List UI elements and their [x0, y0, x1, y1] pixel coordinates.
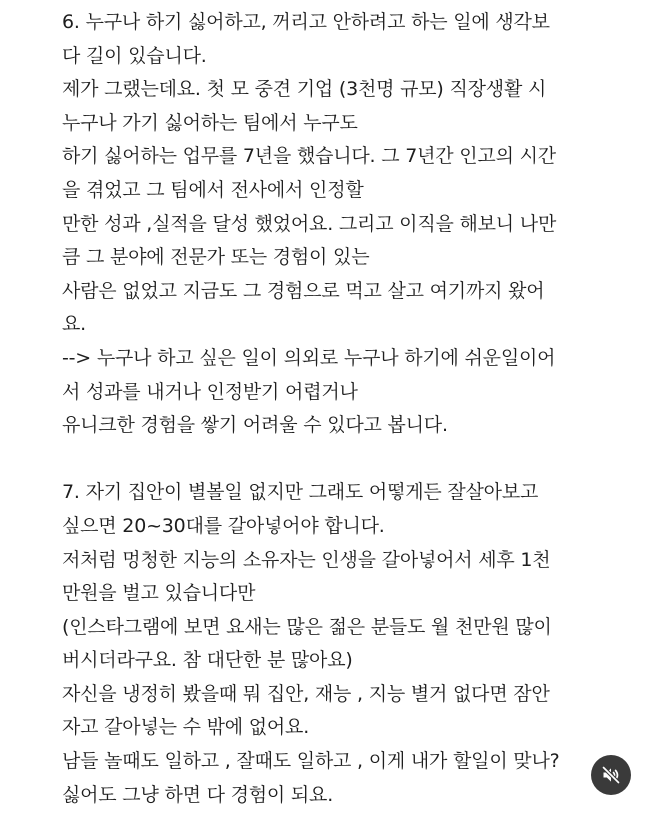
text-line: 만한 성과 ,실적을 달성 했었어요. 그리고 이직을 해보니 나만 — [62, 212, 557, 235]
section-7 — [62, 476, 612, 812]
document-body — [62, 6, 612, 812]
mute-button[interactable] — [591, 755, 631, 795]
text-line: 저처럼 멍청한 지능의 소유자는 인생을 갈아넣어서 세후 1천 — [62, 548, 551, 571]
text-line: 다 길이 있습니다. — [62, 44, 207, 67]
paragraph-gap — [62, 443, 612, 477]
text-line: 누구나 가기 싫어하는 팀에서 누구도 — [62, 111, 358, 134]
text-line: 만원을 벌고 있습니다만 — [62, 582, 256, 605]
text-line: 하기 싫어하는 업무를 7년을 했습니다. 그 7년간 인고의 시간 — [62, 145, 556, 168]
text-line: 6. 누구나 하기 싫어하고, 꺼리고 안하려고 하는 일에 생각보 — [62, 11, 550, 33]
text-line: 을 겪었고 그 팀에서 전사에서 인정할 — [62, 178, 364, 201]
text-line: 서 성과를 내거나 인정받기 어렵거나 — [62, 380, 358, 403]
text-line: 요. — [62, 313, 86, 336]
text-line: 자신을 냉정히 봤을때 뭐 집안, 재능 , 지능 별거 없다면 잠안 — [62, 682, 550, 705]
text-line: 제가 그랬는데요. 첫 모 중견 기업 (3천명 규모) 직장생활 시 — [62, 78, 547, 101]
mute-icon — [601, 765, 621, 785]
text-line: 7. 자기 집안이 별볼일 없지만 그래도 어떻게든 잘살아보고 — [62, 481, 539, 504]
text-line: 유니크한 경험을 쌓기 어려울 수 있다고 봅니다. — [62, 414, 448, 437]
text-line: 큼 그 분야에 전문가 또는 경험이 있는 — [62, 246, 370, 269]
text-line: 싶으면 20~30대를 갈아넣어야 합니다. — [62, 514, 385, 537]
section-6 — [62, 6, 612, 443]
text-line: 남들 놀때도 일하고 , 잘때도 일하고 , 이게 내가 할일이 맞나? — [62, 750, 560, 773]
text-line: (인스타그램에 보면 요새는 많은 젊은 분들도 월 천만원 많이 — [62, 615, 552, 638]
text-line: --> 누구나 하고 싶은 일이 의외로 누구나 하기에 쉬운일이어 — [62, 346, 556, 369]
text-line: 버시더라구요. 참 대단한 분 많아요) — [62, 649, 353, 672]
text-line: 싫어도 그냥 하면 다 경험이 되요. — [62, 783, 334, 806]
text-line: 사람은 없었고 지금도 그 경험으로 먹고 살고 여기까지 왔어 — [62, 279, 545, 302]
text-line: 자고 갈아넣는 수 밖에 없어요. — [62, 716, 310, 739]
